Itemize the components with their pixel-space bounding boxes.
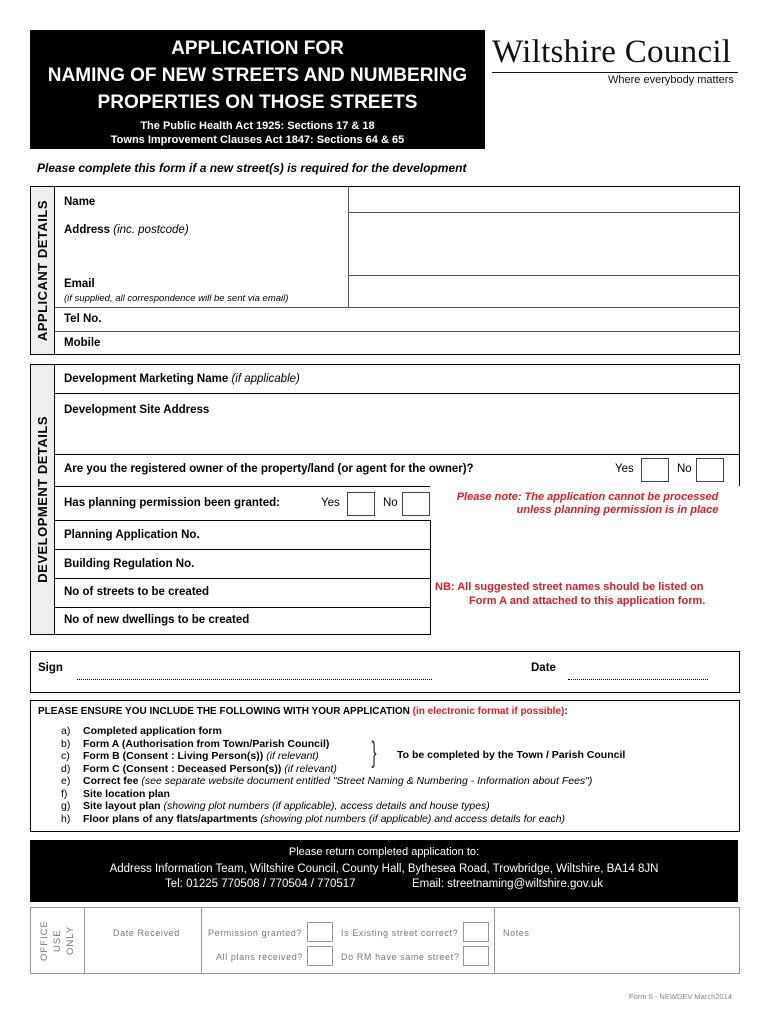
streets-input[interactable] [235, 579, 430, 606]
address-input[interactable] [349, 213, 739, 274]
return-address: Address Information Team, Wiltshire Council, County Hall, Bythesea Road, Trowbridge, Wiltshire, BA14 8JN [109, 863, 659, 875]
logo-underline [492, 72, 738, 73]
checklist-box [30, 700, 740, 832]
date-label: Date [531, 662, 556, 674]
tel-input[interactable] [175, 308, 739, 330]
row-rule [55, 486, 430, 487]
permission-granted-label: Permission granted? [208, 928, 302, 938]
planning-note: Please note: The application cannot be processed unless planning permission is in place [456, 491, 719, 516]
list-item: c) Form B (Consent : Living Person(s)) (if relevant) [61, 750, 319, 762]
planning-yes-checkbox[interactable] [347, 492, 375, 516]
planning-no-checkbox[interactable] [402, 492, 430, 516]
checklist-heading: PLEASE ENSURE YOU INCLUDE THE FOLLOWING WITH YOUR APPLICATION (in electronic format if possible): [38, 706, 568, 717]
return-contact [30, 875, 738, 890]
address-label: Address (inc. postcode) [64, 224, 189, 236]
act-line-1: The Public Health Act 1925: Sections 17 & 18 [140, 120, 375, 132]
existing-street-checkbox[interactable] [463, 922, 489, 942]
mobile-input[interactable] [175, 332, 739, 355]
streets-label: No of streets to be created [64, 586, 210, 598]
council-tagline: Where everybody matters [608, 74, 734, 86]
return-address-bar [30, 840, 738, 902]
owner-yes-checkbox[interactable] [641, 458, 669, 482]
list-item: b) Form A (Authorisation from Town/Parish Council) [61, 737, 330, 750]
list-item: f) Site location plan [61, 787, 170, 800]
planning-question: Has planning permission been granted: [64, 497, 280, 509]
form-reference: Form 6 - NEWDEV March2014 [629, 992, 732, 1001]
existing-street-label: Is Existing street correct? [341, 928, 459, 938]
office-divider [201, 908, 202, 973]
checklist-items [61, 725, 731, 825]
sign-line[interactable] [77, 679, 432, 680]
sign-label: Sign [38, 662, 63, 674]
title-line-3: PROPERTIES ON THOSE STREETS [97, 92, 418, 113]
list-item: e) Correct fee (see separate website document entitled "Street Naming & Numbering - Information about Fees") [61, 775, 593, 787]
notes-label: Notes [503, 928, 530, 938]
planning-yes-label: Yes [321, 497, 340, 509]
list-item: a) Completed application form [61, 725, 222, 737]
form-title-block [30, 30, 485, 117]
dwellings-input[interactable] [270, 608, 430, 634]
owner-no-label: No [677, 463, 692, 475]
marketing-label: Development Marketing Name (if applicable) [64, 373, 300, 385]
legislation-block [30, 117, 485, 149]
row-edge [739, 454, 740, 486]
name-input[interactable] [349, 188, 739, 211]
instruction-text: Please complete this form if a new street(s) is required for the development [37, 161, 467, 175]
development-section [55, 364, 740, 635]
owner-no-checkbox[interactable] [696, 458, 724, 482]
planning-no-label: No [383, 497, 398, 509]
return-tel: Tel: 01225 770508 / 770504 / 770517 [164, 878, 356, 890]
planning-app-label: Planning Application No. [64, 529, 200, 541]
marketing-input[interactable] [325, 365, 739, 393]
title-line-2: NAMING OF NEW STREETS AND NUMBERING [47, 65, 468, 86]
list-item: d) Form C (Consent : Deceased Person(s)) (if relevant) [61, 762, 337, 775]
date-received-label: Date Received [113, 928, 180, 938]
planning-app-input[interactable] [215, 521, 430, 548]
rm-same-label: Do RM have same street? [341, 952, 460, 962]
site-address-input[interactable] [255, 395, 739, 453]
tel-label: Tel No. [64, 313, 102, 325]
rm-same-checkbox[interactable] [463, 946, 489, 966]
date-line[interactable] [568, 679, 708, 680]
list-item: h) Floor plans of any flats/apartments (showing plot numbers (if applicable) and access details for each) [61, 812, 566, 825]
name-label: Name [64, 196, 96, 208]
title-line-1: APPLICATION FOR [171, 38, 344, 59]
email-note: (if supplied, all correspondence will be sent via email) [64, 293, 289, 304]
office-use-label: ONLY USE OFFICE [31, 908, 85, 973]
mobile-label: Mobile [64, 337, 101, 349]
email-label: Email [64, 278, 95, 290]
signature-box [30, 651, 740, 693]
site-address-label: Development Site Address [64, 404, 210, 416]
email-input[interactable] [349, 276, 739, 306]
owner-yes-label: Yes [615, 463, 634, 475]
return-email[interactable]: Email: streetnaming@wiltshire.gov.uk [411, 878, 604, 890]
return-heading: Please return completed application to: [288, 846, 480, 858]
building-reg-input[interactable] [215, 550, 430, 577]
office-use-box [30, 907, 740, 974]
list-item: g) Site layout plan (showing plot numbers (if applicable), access details and house types) [61, 800, 490, 812]
act-line-2: Towns Improvement Clauses Act 1847: Sections 64 & 65 [110, 134, 405, 146]
council-logo: Wiltshire Council [492, 34, 732, 70]
nb-note: NB: All suggested street names should be listed on Form A and attached to this application form. [435, 581, 706, 607]
brace-icon: } [371, 736, 377, 769]
owner-question: Are you the registered owner of the property/land (or agent for the owner)? [64, 463, 474, 475]
applicant-section [55, 186, 740, 355]
row-rule [55, 454, 740, 455]
all-plans-label: All plans received? [216, 952, 303, 962]
permission-granted-checkbox[interactable] [307, 922, 333, 942]
town-parish-note: To be completed by the Town / Parish Council [397, 749, 626, 761]
applicant-section-label: APPLICANT DETAILS [30, 186, 55, 355]
building-reg-label: Building Regulation No. [64, 558, 195, 570]
notes-input[interactable] [495, 908, 739, 973]
all-plans-checkbox[interactable] [307, 946, 333, 966]
development-section-label: DEVELOPMENT DETAILS [30, 364, 55, 635]
dwellings-label: No of new dwellings to be created [64, 614, 250, 626]
